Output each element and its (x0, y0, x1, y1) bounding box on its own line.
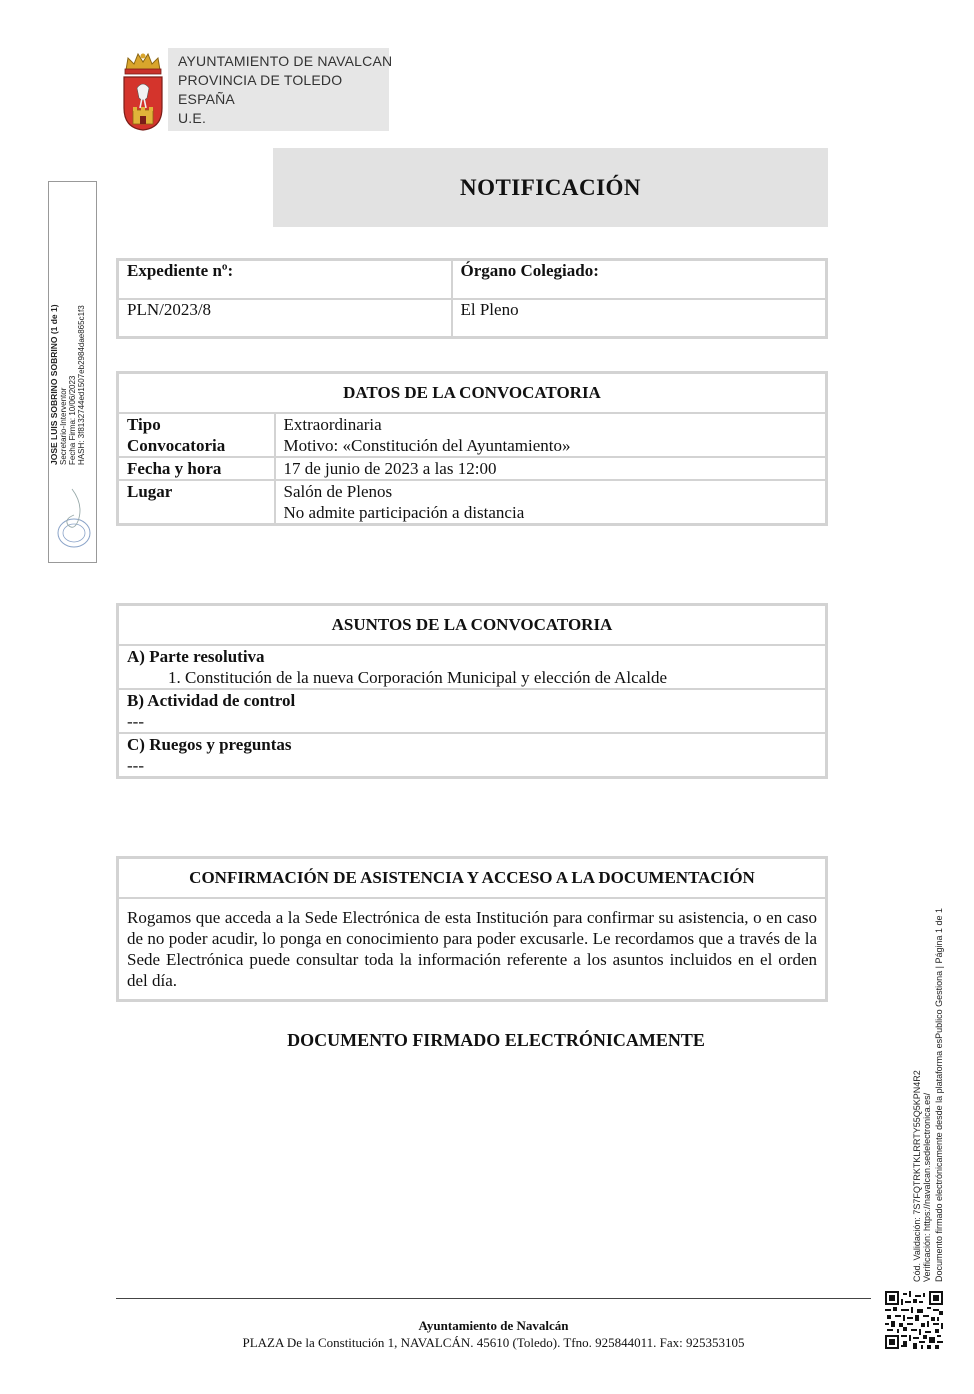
tipo-value-line-1: Extraordinaria (283, 414, 382, 434)
validation-platform-text: Documento firmado electrónicamente desde la plataforma esPublico Gestiona | Página 1 de 1 (934, 907, 944, 1282)
organo-label: Órgano Colegiado: (452, 260, 827, 299)
asunto-a (118, 645, 827, 689)
asuntos-heading: ASUNTOS DE LA CONVOCATORIA (118, 605, 827, 645)
organo-value: El Pleno (452, 299, 827, 338)
signature-role: Secretario-Interventor (59, 387, 68, 465)
fecha-value: 17 de junio de 2023 a las 12:00 (275, 457, 827, 480)
footer-address: PLAZA De la Constitución 1, NAVALCÁN. 45610 (Toledo). Tfno. 925844011. Fax: 925353105 (242, 1335, 745, 1350)
org-line-2: PROVINCIA DE TOLEDO (178, 72, 343, 88)
asunto-a-item-1: 1. Constitución de la nueva Corporación Municipal y elección de Alcalde (185, 667, 817, 688)
document-title: NOTIFICACIÓN (273, 148, 828, 227)
asunto-c-title: C) Ruegos y preguntas (127, 734, 292, 754)
tipo-value (275, 413, 827, 457)
handwritten-signature-icon (54, 485, 94, 555)
expediente-value: PLN/2023/8 (118, 299, 452, 338)
signature-text (50, 304, 86, 465)
lugar-value (275, 480, 827, 525)
tipo-label-line-1: Tipo (127, 414, 161, 434)
signature-hash: HASH: 3f8132744ed1507eb2984dae865c1f3 (77, 305, 86, 465)
asunto-b (118, 689, 827, 733)
datos-convocatoria-table (116, 371, 828, 526)
lugar-label: Lugar (118, 480, 275, 525)
org-line-1: AYUNTAMIENTO DE NAVALCAN (178, 53, 393, 69)
validation-text (912, 1070, 932, 1282)
confirmacion-heading: CONFIRMACIÓN DE ASISTENCIA Y ACCESO A LA DOCUMENTACIÓN (118, 858, 827, 898)
qr-code-icon[interactable] (885, 1291, 943, 1349)
validation-url: Verificación: https://navalcan.sedelectronica.es/ (922, 1092, 932, 1282)
tipo-value-line-2: Motivo: «Constitución del Ayuntamiento» (283, 435, 571, 455)
validation-platform (934, 908, 944, 1282)
tipo-label (118, 413, 275, 457)
coat-of-arms-icon (120, 50, 166, 132)
footer-name: Ayuntamiento de Navalcán (418, 1318, 569, 1333)
confirmacion-table (116, 856, 828, 1002)
expediente-table (116, 258, 828, 339)
asunto-b-value: --- (127, 711, 144, 731)
expediente-label: Expediente nº: (118, 260, 452, 299)
asunto-c-value: --- (127, 755, 144, 775)
asunto-b-title: B) Actividad de control (127, 690, 296, 710)
asuntos-table (116, 603, 828, 779)
org-line-4: U.E. (178, 110, 207, 126)
asunto-c (118, 733, 827, 778)
footer-divider (116, 1298, 871, 1299)
signed-label: DOCUMENTO FIRMADO ELECTRÓNICAMENTE (287, 1030, 705, 1050)
organization-header (168, 48, 393, 131)
datos-heading: DATOS DE LA CONVOCATORIA (118, 373, 827, 413)
signature-signer: JOSE LUIS SOBRINO SOBRINO (1 de 1) (49, 304, 59, 465)
confirmacion-body: Rogamos que acceda a la Sede Electrónica de esta Institución para confirmar su asistencia, o en caso de no poder acudir, lo ponga en conocimiento para poder excusarle. Le recordamos que a través de la Sede Electrónica puede consultar toda la información referente a los asuntos incluidos en el orden del día. (118, 898, 827, 1001)
validation-code: Cód. Validación: 7S7FQTRKTKLRRTY55Q5KPN4R2 (912, 1070, 922, 1282)
signature-date: Fecha Firma: 10/06/2023 (68, 375, 77, 465)
org-line-3: ESPAÑA (178, 91, 235, 107)
lugar-value-line-2: No admite participación a distancia (283, 502, 525, 522)
asunto-a-title: A) Parte resolutiva (127, 646, 265, 666)
lugar-value-line-1: Salón de Plenos (283, 481, 393, 501)
tipo-label-line-2: Convocatoria (127, 435, 226, 455)
fecha-label: Fecha y hora (118, 457, 275, 480)
